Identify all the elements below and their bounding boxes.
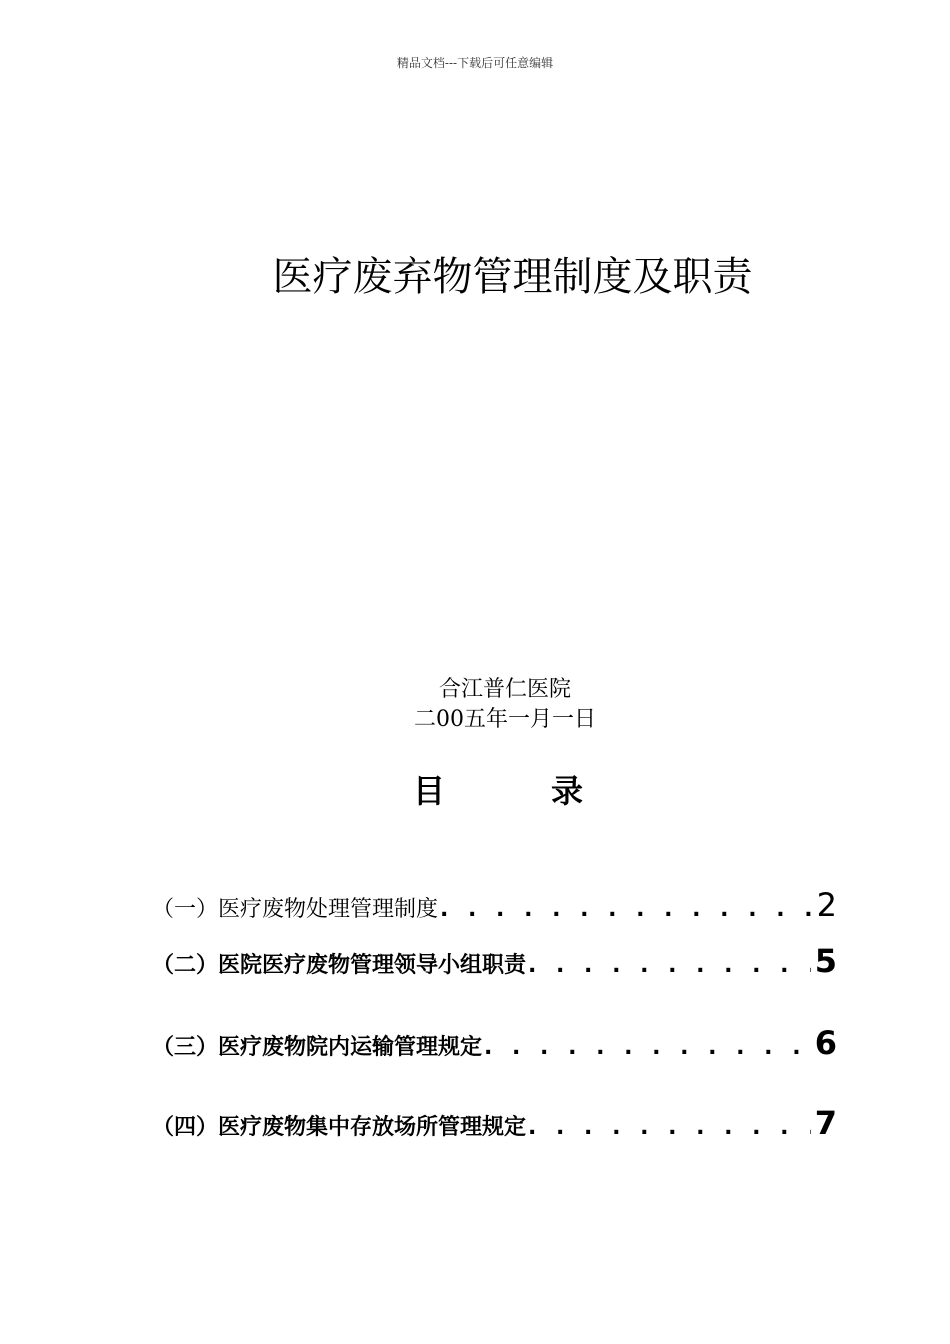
toc-entry[interactable] bbox=[152, 1104, 837, 1142]
toc-heading-right: 录 bbox=[550, 772, 583, 810]
toc-entry-page: 2 bbox=[816, 886, 837, 924]
toc-entry-leader bbox=[482, 1035, 811, 1060]
toc-heading bbox=[413, 766, 583, 812]
toc-entry-page: 6 bbox=[814, 1024, 837, 1062]
toc-entry-leader bbox=[438, 897, 813, 922]
page-header-watermark: 精品文档---下载后可任意编辑 bbox=[396, 56, 554, 70]
toc-entry[interactable] bbox=[152, 1024, 837, 1062]
toc-entry-page: 5 bbox=[814, 942, 837, 980]
toc-entry-leader bbox=[526, 1115, 811, 1140]
toc-entry[interactable] bbox=[152, 942, 837, 980]
document-title: 医疗废弃物管理制度及职责 bbox=[272, 254, 753, 300]
toc-entry-page: 7 bbox=[814, 1104, 837, 1142]
toc-entry-leader bbox=[526, 953, 811, 978]
toc-entry[interactable] bbox=[152, 886, 837, 924]
toc-entry-label: （四）医疗废物集中存放场所管理规定 bbox=[152, 1115, 527, 1140]
toc-entry-label: （三）医疗废物院内运输管理规定 bbox=[152, 1035, 483, 1060]
organization-name: 合江普仁医院 bbox=[438, 677, 571, 702]
toc-heading-left: 目 bbox=[413, 772, 446, 810]
toc-entry-label: （二）医院医疗废物管理领导小组职责 bbox=[152, 953, 527, 978]
document-date: 二00五年一月一日 bbox=[414, 707, 596, 732]
toc-entry-label: （一）医疗废物处理管理制度 bbox=[152, 897, 439, 922]
